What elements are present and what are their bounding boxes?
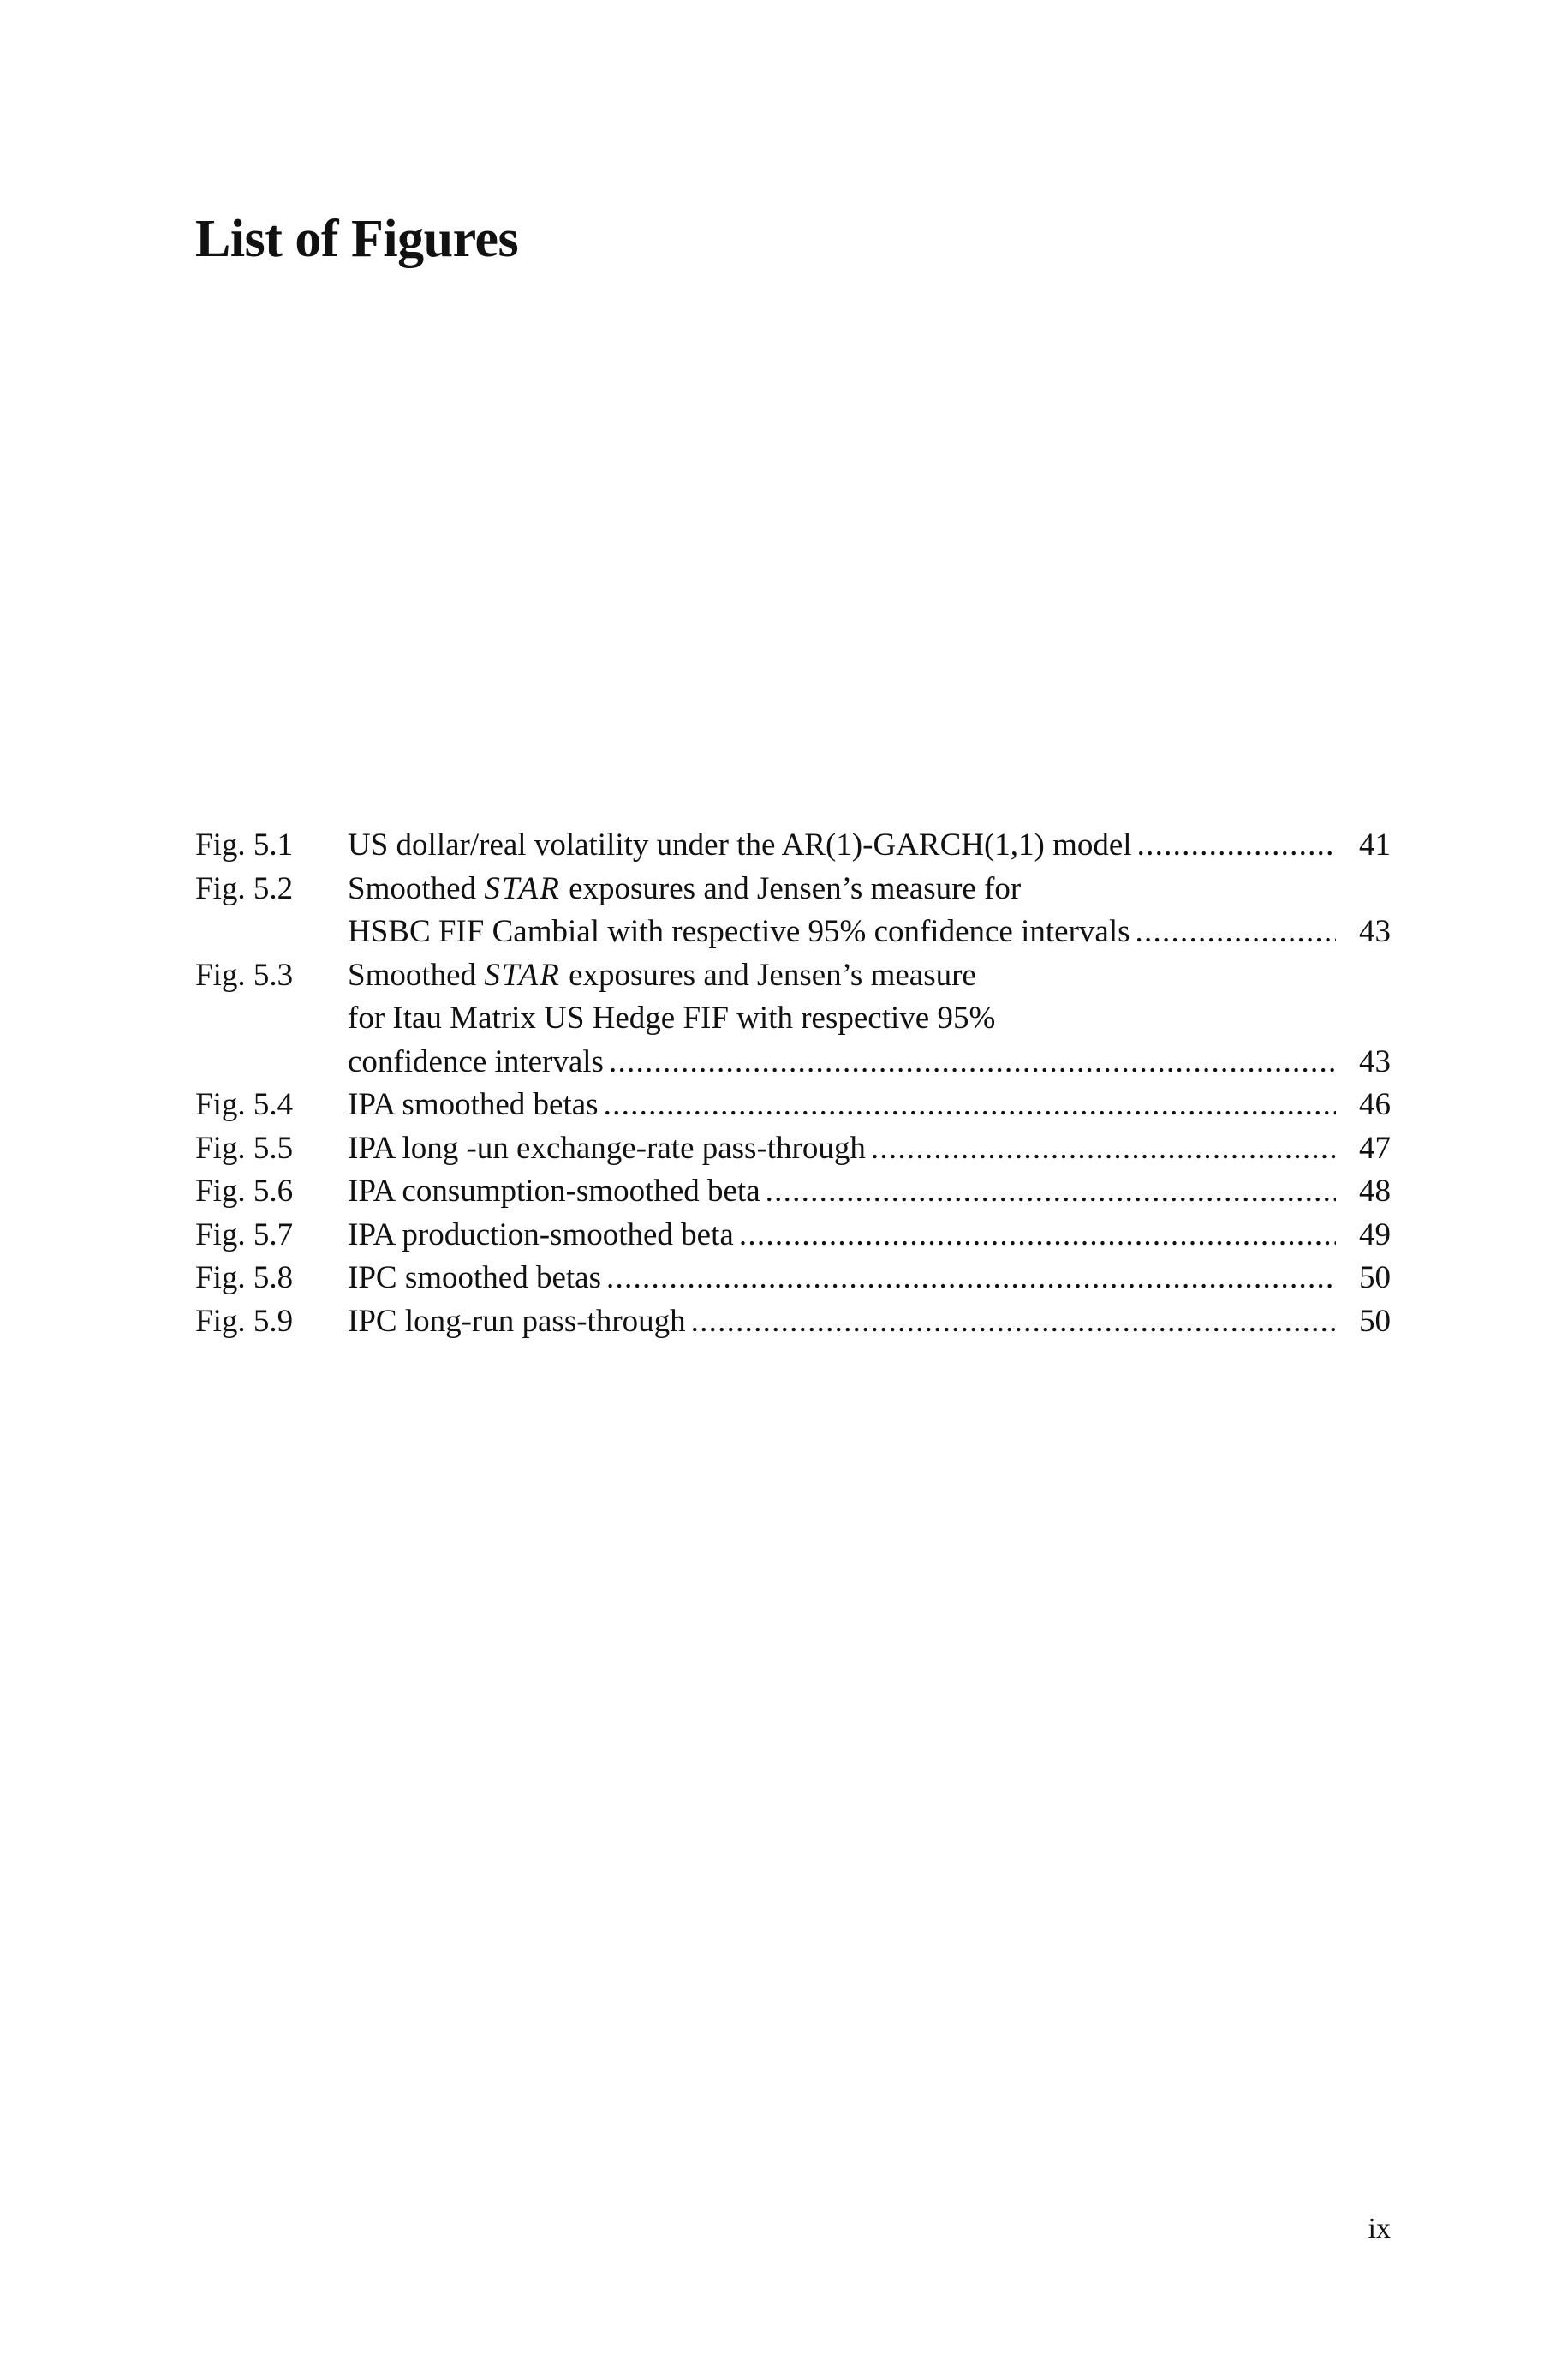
- caption-last-line: [348, 1084, 1391, 1127]
- caption-last-line: [348, 1041, 1391, 1084]
- caption-text: IPA long -un exchange-rate pass-through: [348, 1130, 866, 1166]
- figure-entry[interactable]: [195, 1257, 1391, 1300]
- caption-line: [348, 1257, 601, 1300]
- caption-text: IPC long-run pass-through: [348, 1303, 686, 1339]
- caption-line: [348, 1300, 686, 1344]
- caption-last-line: [348, 1257, 1391, 1300]
- figure-list: [195, 824, 1391, 1343]
- figure-number: Fig. 5.5: [195, 1130, 294, 1166]
- figure-page-number[interactable]: 41: [1359, 828, 1391, 863]
- caption-last-line: [348, 1170, 1391, 1214]
- caption-text: HSBC FIF Cambial with respective 95% confidence intervals: [348, 914, 1130, 949]
- caption-text: IPA smoothed betas: [348, 1087, 599, 1122]
- figure-caption: [348, 1257, 1391, 1300]
- caption-line: [348, 1214, 734, 1258]
- caption-text: Smoothed: [348, 870, 485, 906]
- dot-leader: [766, 1170, 1336, 1214]
- figure-entry[interactable]: [195, 1214, 1391, 1258]
- figure-page-number[interactable]: 43: [1359, 1043, 1391, 1079]
- caption-text: Smoothed: [348, 957, 485, 993]
- figure-caption: [348, 868, 1391, 954]
- caption-line: [348, 1170, 760, 1214]
- dot-leader: [871, 1127, 1336, 1171]
- figure-number: Fig. 5.3: [195, 957, 294, 993]
- figure-caption: [348, 1127, 1391, 1171]
- figure-entry[interactable]: [195, 824, 1391, 868]
- figure-entry[interactable]: [195, 1127, 1391, 1171]
- caption-line: [348, 1127, 866, 1171]
- dot-leader: [606, 1257, 1336, 1300]
- figure-entry[interactable]: [195, 1084, 1391, 1127]
- caption-line: [348, 997, 1391, 1041]
- figure-caption: [348, 954, 1391, 1084]
- figure-caption: [348, 1084, 1391, 1127]
- caption-last-line: [348, 824, 1391, 868]
- figure-page-number[interactable]: 46: [1359, 1087, 1391, 1122]
- caption-line: [348, 1084, 599, 1127]
- figure-number: Fig. 5.4: [195, 1087, 294, 1122]
- caption-text: IPC smoothed betas: [348, 1260, 601, 1295]
- caption-line: [348, 1041, 604, 1084]
- dot-leader: [1136, 911, 1336, 954]
- caption-text: US dollar/real volatility under the AR(1)-GARCH(1,1) model: [348, 828, 1132, 863]
- figure-entry[interactable]: [195, 1170, 1391, 1214]
- figure-entry[interactable]: [195, 954, 1391, 1084]
- figure-page-number[interactable]: 50: [1359, 1260, 1391, 1295]
- figure-number: Fig. 5.9: [195, 1303, 294, 1339]
- caption-italic-text: STAR: [484, 957, 561, 993]
- caption-text: IPA consumption-smoothed beta: [348, 1174, 760, 1209]
- dot-leader: [1137, 824, 1336, 868]
- caption-line: [348, 954, 1391, 998]
- caption-last-line: [348, 1127, 1391, 1171]
- figure-number: Fig. 5.7: [195, 1216, 294, 1252]
- caption-last-line: [348, 911, 1391, 954]
- figure-number: Fig. 5.6: [195, 1174, 294, 1209]
- caption-italic-text: STAR: [484, 870, 561, 906]
- figure-number: Fig. 5.2: [195, 870, 294, 906]
- dot-leader: [739, 1214, 1336, 1258]
- caption-text: for Itau Matrix US Hedge FIF with respective 95%: [348, 1001, 996, 1036]
- caption-text: exposures and Jensen’s measure: [560, 957, 976, 993]
- figure-entry[interactable]: [195, 1300, 1391, 1344]
- figure-number: Fig. 5.1: [195, 828, 294, 863]
- page-number: ix: [1368, 2213, 1391, 2244]
- figure-caption: [348, 1170, 1391, 1214]
- figure-caption: [348, 1214, 1391, 1258]
- caption-text: IPA production-smoothed beta: [348, 1216, 734, 1252]
- figure-caption: [348, 824, 1391, 868]
- caption-text: exposures and Jensen’s measure for: [560, 870, 1022, 906]
- page-title: List of Figures: [195, 210, 519, 268]
- figure-number: Fig. 5.8: [195, 1260, 294, 1295]
- figure-caption: [348, 1300, 1391, 1344]
- caption-line: [348, 911, 1130, 954]
- figure-entry[interactable]: [195, 868, 1391, 954]
- caption-line: [348, 824, 1132, 868]
- dot-leader: [609, 1041, 1336, 1084]
- figure-page-number[interactable]: 47: [1359, 1130, 1391, 1166]
- caption-line: [348, 868, 1391, 911]
- figure-page-number[interactable]: 48: [1359, 1174, 1391, 1209]
- caption-text: confidence intervals: [348, 1043, 604, 1079]
- dot-leader: [604, 1084, 1336, 1127]
- figure-page-number[interactable]: 43: [1359, 914, 1391, 949]
- caption-last-line: [348, 1214, 1391, 1258]
- figure-page-number[interactable]: 49: [1359, 1216, 1391, 1252]
- figure-page-number[interactable]: 50: [1359, 1303, 1391, 1339]
- dot-leader: [691, 1300, 1336, 1344]
- caption-last-line: [348, 1300, 1391, 1344]
